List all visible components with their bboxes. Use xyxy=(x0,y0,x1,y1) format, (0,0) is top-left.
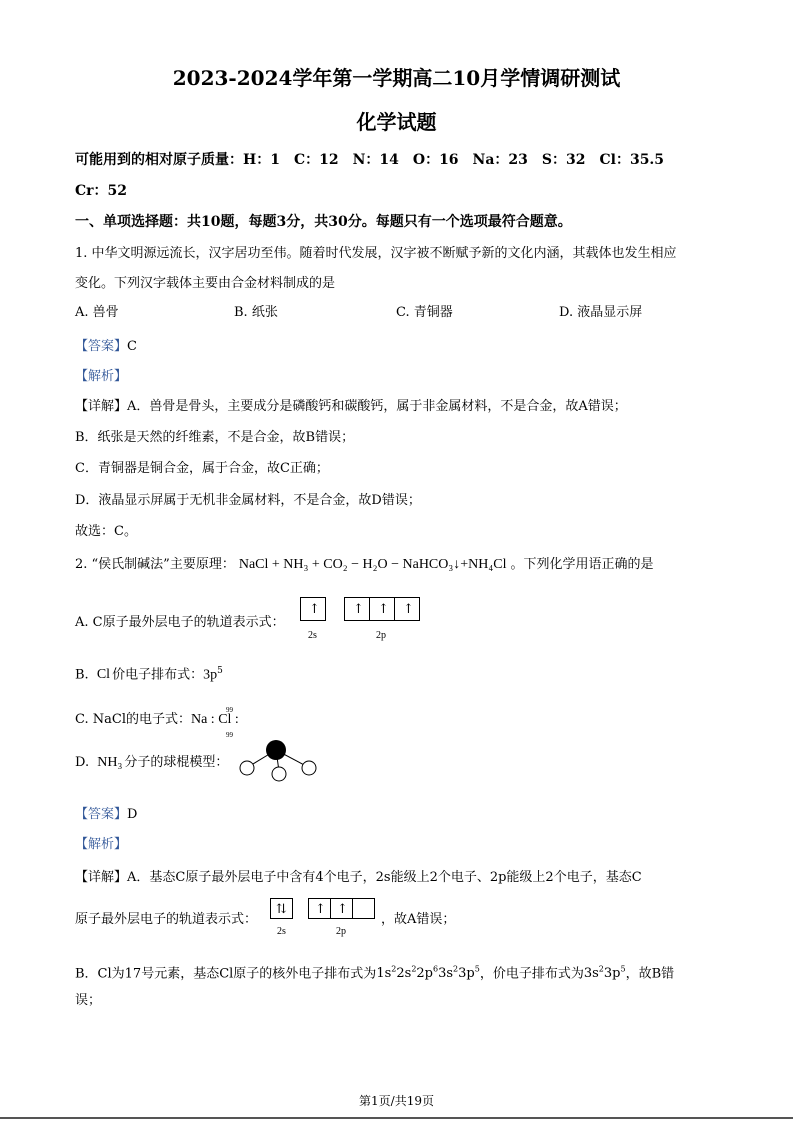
orbital-2s-box xyxy=(270,898,293,919)
arrow-up-icon: ↑ xyxy=(337,902,348,917)
q1-detail-a xyxy=(75,398,627,416)
q1-detail-tag: 【详解】 xyxy=(75,399,128,414)
q2-option-d-nh3: NH₃ xyxy=(97,755,123,770)
q2-stem-suffix: 。下列化学用语正确的是 xyxy=(510,557,654,572)
q1-detail-b: B．纸张是天然的纤维素，不是合金，故B错误； xyxy=(75,430,355,445)
atomic-masses-line1: 可能用到的相对原子质量：H：1 C：12 N：14 O：16 Na：23 S：32 Cl：35.5 xyxy=(75,152,665,168)
arrow-up-icon: ↑ xyxy=(315,902,326,917)
q2-analysis-tag: 【解析】 xyxy=(75,837,128,852)
footer-divider xyxy=(0,1117,793,1119)
q2-option-d xyxy=(75,754,228,772)
q2-option-a: A. C原子最外层电子的轨道表示式： xyxy=(75,615,285,630)
q2-option-c-formula: Na : Cl : xyxy=(190,712,239,727)
q2-detail-b-line2: 误； xyxy=(75,993,102,1008)
arrow-up-icon: ↑ xyxy=(309,602,320,617)
q2-detail-a-line1 xyxy=(75,869,642,887)
q2-answer-tag: 【答案】 xyxy=(75,807,128,822)
q2-option-a-orbital-diagram xyxy=(300,597,430,645)
q2-detail-b-mid: ，价电子排布式为 xyxy=(479,966,584,982)
q1-stem-line1: 1. 中华文明源远流长，汉字居功至伟。随着时代发展，汉字被不断赋予新的文化内涵，其载体也发生相应 xyxy=(75,246,677,261)
q2-option-b-text: 价电子排布式： xyxy=(112,667,204,683)
q2-option-b xyxy=(75,662,223,684)
arrow-up-icon: ↑ xyxy=(403,602,414,617)
orbital-2p-box-3 xyxy=(352,898,375,919)
q2-detail-b-line1 xyxy=(75,961,674,983)
q2-option-b-config: 3p xyxy=(203,667,218,683)
q2-detail-b-valence: $3s^23p^5$ xyxy=(583,965,626,982)
orbital-2s-label: 2s xyxy=(308,630,317,641)
q2-stem-prefix: 2. “侯氏制碱法”主要原理： xyxy=(75,557,235,572)
q1-detail-c: C．青铜器是铜合金，属于合金，故C正确； xyxy=(75,461,329,476)
q2-detail-b-prefix: B．Cl为17号元素，基态Cl原子的核外电子排布式为 xyxy=(75,966,377,982)
q2-option-d-prefix: D. xyxy=(75,755,94,770)
q2-formula: NaCl + NH₃ + CO₂ − H₂O − NaHCO₃↓+NH₄Cl xyxy=(238,557,507,572)
q2-detail-a-line2-prefix: 原子最外层电子的轨道表示式： xyxy=(75,912,258,927)
q2-option-b-prefix: B. xyxy=(75,667,93,683)
q2-detail-a-line2-suffix: ，故A错误； xyxy=(381,912,456,927)
q1-detail-d: D．液晶显示屏属于无机非金属材料，不是合金，故D错误； xyxy=(75,493,421,508)
q1-option-b: B. 纸张 xyxy=(234,305,278,320)
q1-detail-a-text: A．兽骨是骨头，主要成分是磷酸钙和碳酸钙，属于非金属材料，不是合金，故A错误； xyxy=(127,399,627,414)
q2-detail-a-text: A．基态C原子最外层电子中含有4个电子，2s能级上2个电子、2p能级上2个电子，基态C xyxy=(127,870,642,885)
electron-dots-bottom: 99 xyxy=(225,731,233,739)
q1-option-c: C. 青铜器 xyxy=(396,305,453,320)
page-number: 第1页/共19页 xyxy=(359,1094,434,1108)
q1-options xyxy=(75,304,715,322)
orbital-2s-label: 2s xyxy=(277,926,286,937)
orbital-2p-box-1 xyxy=(344,597,370,621)
q1-answer-tag: 【答案】 xyxy=(75,339,128,354)
q1-analysis-tag: 【解析】 xyxy=(75,369,128,384)
q2-option-b-sup: 5 xyxy=(217,666,223,676)
q2-detail-a-line2 xyxy=(75,911,455,929)
q1-option-a: A. 兽骨 xyxy=(75,305,119,320)
orbital-2p-box-1 xyxy=(308,898,331,919)
arrow-updown-icon: ⇅ xyxy=(276,902,287,917)
arrow-up-icon: ↑ xyxy=(353,602,364,617)
orbital-2p-box-3 xyxy=(394,597,420,621)
q1-conclusion: 故选：C。 xyxy=(75,524,137,539)
orbital-2p-label: 2p xyxy=(376,630,386,641)
q2-detail-orbital-diagram xyxy=(270,898,385,940)
arrow-up-icon: ↑ xyxy=(378,602,389,617)
q2-stem xyxy=(75,556,654,574)
q2-option-b-cl: Cl xyxy=(96,667,111,683)
orbital-2s-box xyxy=(300,597,326,621)
q2-detail-b-config: $1s^22s^22p^63s^23p^5$ xyxy=(376,965,480,982)
q2-option-c-text: C. NaCl的电子式： xyxy=(75,712,191,727)
atomic-masses-line2: Cr：52 xyxy=(75,183,128,199)
exam-title: 2023-2024学年第一学期高二10月学情调研测试 xyxy=(172,66,621,90)
q2-option-c-electron-formula xyxy=(190,706,239,739)
q1-stem-line2: 变化。下列汉字载体主要由合金材料制成的是 xyxy=(75,276,336,291)
ball-stick-model-icon xyxy=(234,736,320,784)
q2-answer-value: D xyxy=(127,807,138,822)
q1-answer xyxy=(75,338,137,356)
q1-answer-value: C xyxy=(127,339,137,354)
q2-detail-tag: 【详解】 xyxy=(75,870,128,885)
q2-detail-b-suffix: ，故B错 xyxy=(625,966,675,982)
electron-dots-top: 99 xyxy=(225,706,233,714)
section1-heading: 一、单项选择题：共10题，每题3分，共30分。每题只有一个选项最符合题意。 xyxy=(75,214,572,230)
orbital-2p-box-2 xyxy=(330,898,353,919)
orbital-2p-box-2 xyxy=(369,597,395,621)
q1-option-d: D. 液晶显示屏 xyxy=(559,305,643,320)
q2-answer xyxy=(75,806,137,824)
q2-option-d-text: 分子的球棍模型： xyxy=(124,755,229,770)
orbital-2p-label: 2p xyxy=(336,926,346,937)
q2-option-c xyxy=(75,706,239,739)
exam-subtitle: 化学试题 xyxy=(356,110,437,134)
